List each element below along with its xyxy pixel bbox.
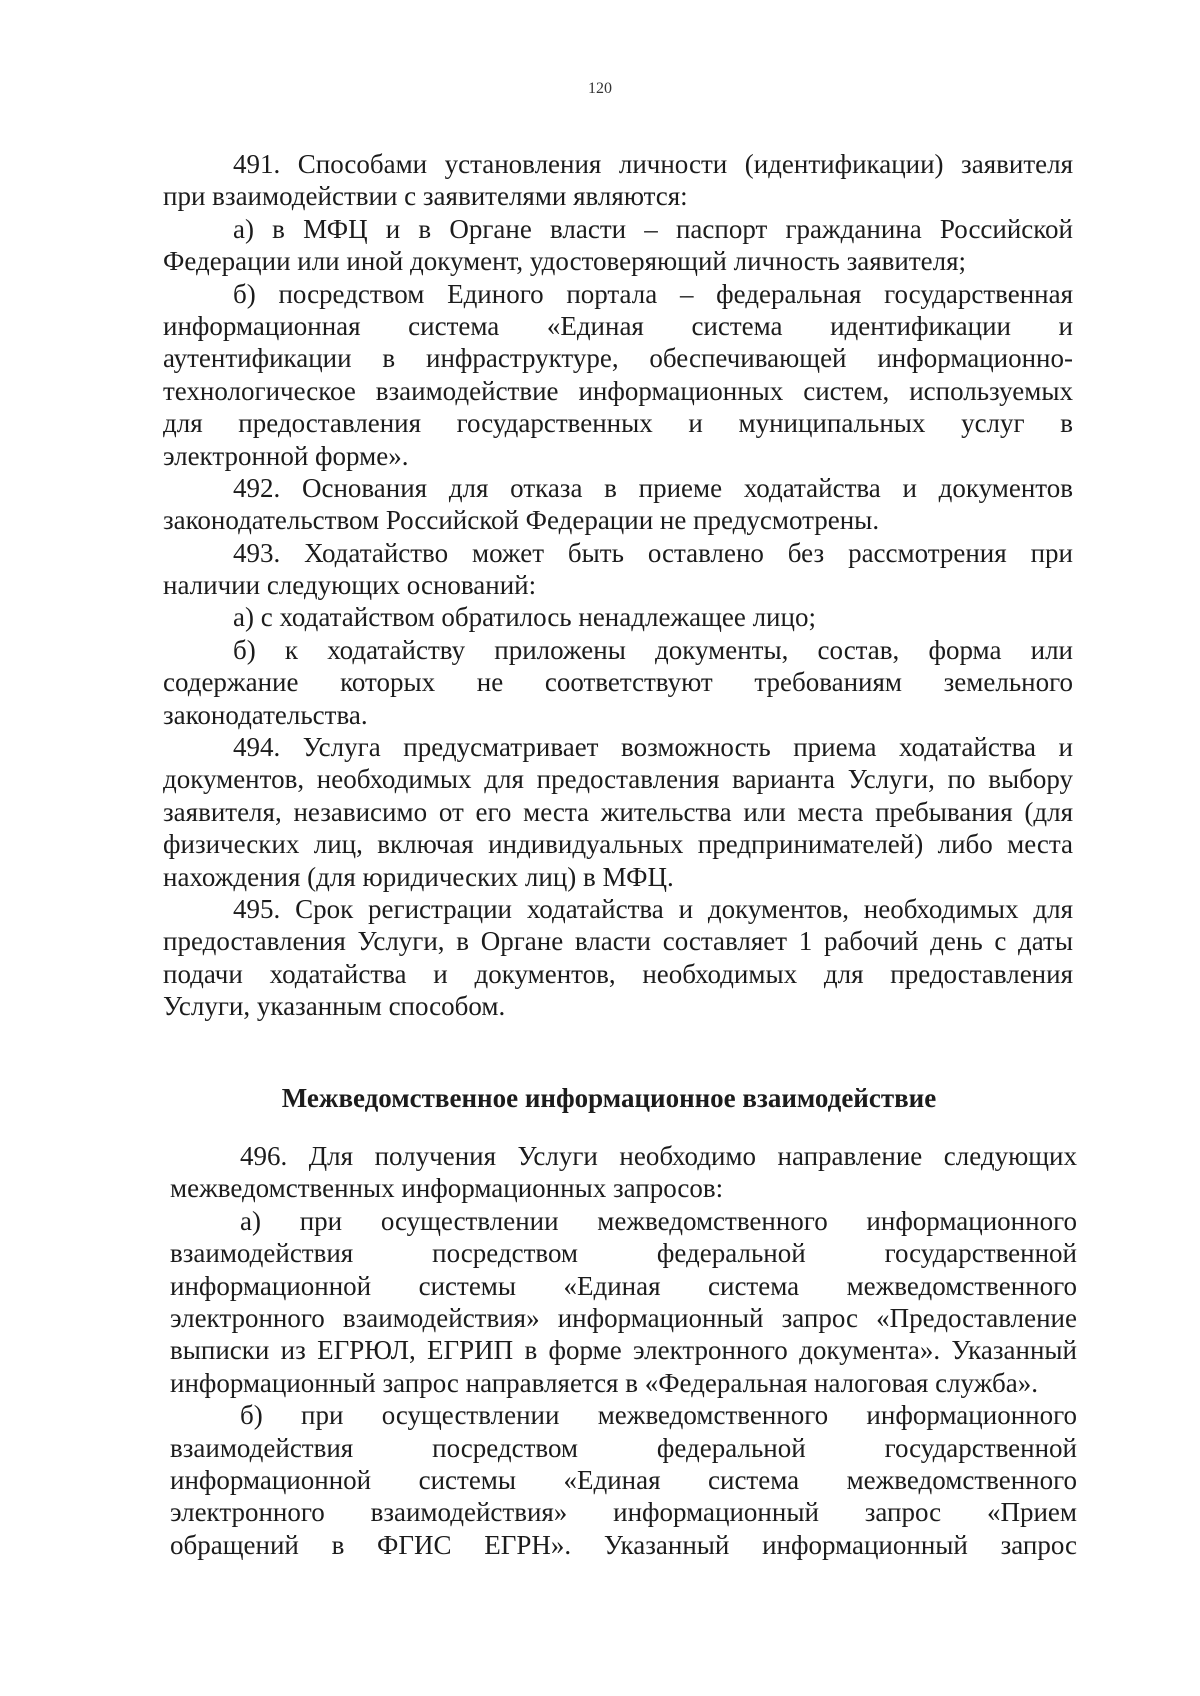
text-line: документов, необходимых для предоставления варианта Услуги, по выбору [163, 764, 1073, 795]
text-line: взаимодействия посредством федеральной государственной [170, 1432, 1077, 1463]
text-line: законодательства. [163, 699, 368, 730]
text-line: законодательством Российской Федерации не предусмотрены. [163, 505, 880, 536]
text-line: физических лиц, включая индивидуальных предпринимателей) либо места [163, 829, 1073, 860]
text-line: б) при осуществлении межведомственного информационного [240, 1400, 1077, 1431]
text-line: выписки из ЕГРЮЛ, ЕГРИП в форме электронного документа». Указанный [170, 1335, 1077, 1366]
text-line: 494. Услуга предусматривает возможность приема ходатайства и [233, 732, 1073, 763]
text-line: при взаимодействии с заявителями являются: [163, 181, 688, 212]
text-line: информационной системы «Единая система межведомственного [170, 1270, 1077, 1301]
text-line: электронного взаимодействия» информационный запрос «Прием [170, 1497, 1077, 1528]
text-line: для предоставления государственных и муниципальных услуг в [163, 408, 1073, 439]
text-line: информационный запрос направляется в «Федеральная налоговая служба». [170, 1367, 1038, 1398]
text-line: б) к ходатайству приложены документы, состав, форма или [233, 634, 1073, 665]
text-line: а) при осуществлении межведомственного информационного [240, 1205, 1077, 1236]
text-block-491-495 [163, 148, 1073, 1023]
text-line: технологическое взаимодействие информационных систем, используемых [163, 375, 1073, 406]
text-line: предоставления Услуги, в Органе власти составляет 1 рабочий день с даты [163, 926, 1073, 957]
text-line: обращений в ФГИС ЕГРН». Указанный информационный запрос [170, 1529, 1077, 1560]
text-line: информационная система «Единая система идентификации и [163, 310, 1073, 341]
text-line: заявителя, независимо от его места жительства или места пребывания (для [163, 796, 1073, 827]
text-line: 496. Для получения Услуги необходимо направление следующих [240, 1141, 1077, 1171]
text-line: 493. Ходатайство может быть оставлено без рассмотрения при [233, 537, 1073, 568]
text-line: 492. Основания для отказа в приеме ходатайства и документов [233, 472, 1073, 503]
text-line: электронного взаимодействия» информационный запрос «Предоставление [170, 1302, 1077, 1333]
text-line: подачи ходатайства и документов, необходимых для предоставления [163, 958, 1073, 989]
text-line: Услуги, указанным способом. [163, 991, 506, 1022]
text-line: а) в МФЦ и в Органе власти – паспорт гражданина Российской [233, 213, 1073, 244]
text-line: наличии следующих оснований: [163, 570, 537, 601]
text-line: электронной форме». [163, 440, 409, 471]
text-line: 491. Способами установления личности (идентификации) заявителя [233, 149, 1073, 179]
text-line: информационной системы «Единая система межведомственного [170, 1464, 1077, 1495]
text-line: содержание которых не соответствуют требованиям земельного [163, 667, 1073, 698]
text-block-496 [170, 1140, 1077, 1561]
text-line: Федерации или иной документ, удостоверяющий личность заявителя; [163, 246, 967, 277]
text-line: нахождения (для юридических лиц) в МФЦ. [163, 861, 674, 892]
text-line: аутентификации в инфраструктуре, обеспечивающей информационно- [163, 343, 1073, 374]
text-line: а) с ходатайством обратилось ненадлежащее лицо; [233, 602, 816, 633]
page-number: 120 [588, 80, 612, 97]
text-line: взаимодействия посредством федеральной государственной [170, 1238, 1077, 1269]
text-line: 495. Срок регистрации ходатайства и документов, необходимых для [233, 893, 1073, 924]
text-line: б) посредством Единого портала – федеральная государственная [233, 278, 1073, 309]
text-line: межведомственных информационных запросов: [170, 1173, 724, 1204]
section-heading: Межведомственное информационное взаимодействие [281, 1083, 937, 1113]
